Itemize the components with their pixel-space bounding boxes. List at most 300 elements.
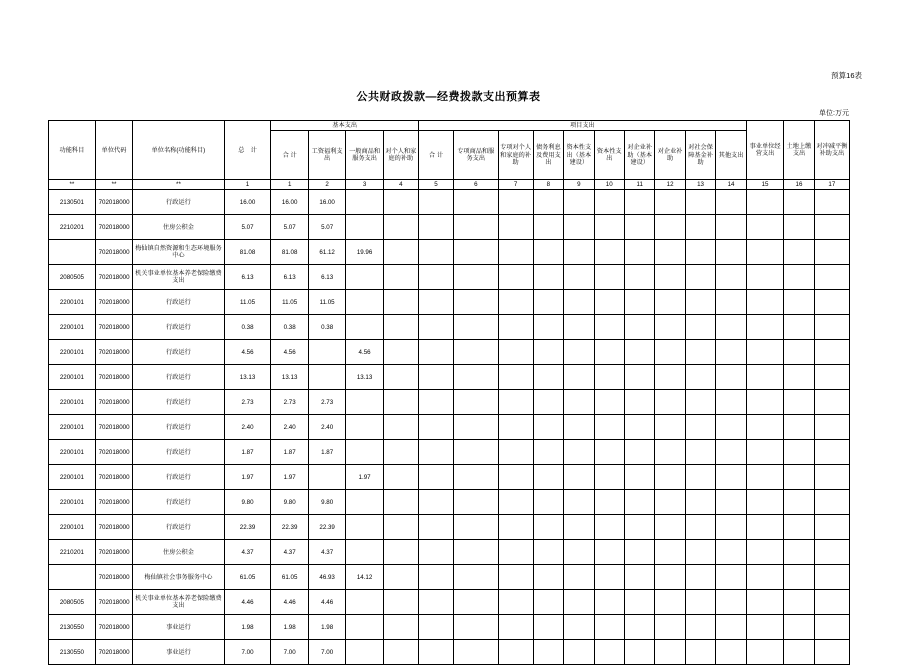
cell-b-goods	[346, 215, 383, 240]
cell-p-goods	[454, 440, 498, 465]
cell-business	[746, 390, 783, 415]
cell-total: 4.37	[224, 540, 271, 565]
cell-b-salary: 11.05	[308, 290, 345, 315]
cell-p-person	[498, 590, 533, 615]
cell-p-cap	[594, 265, 624, 290]
cell-b-salary: 16.00	[308, 190, 345, 215]
cell-unit-name: 行政运行	[133, 515, 224, 540]
cell-p-cap-basic	[564, 640, 594, 665]
cell-unit-name: 机关事业单位基本养老保险缴费支出	[133, 590, 224, 615]
th-balance: 对冲减平衡补助支出	[814, 121, 849, 180]
cell-b-goods	[346, 540, 383, 565]
cell-func-code: 2200101	[49, 340, 96, 365]
cell-b-total: 2.73	[271, 390, 308, 415]
cell-p-cap-basic	[564, 540, 594, 565]
cell-land	[784, 365, 814, 390]
cell-b-person	[383, 215, 418, 240]
cell-unit-code: 702018000	[95, 415, 132, 440]
cell-p-social	[685, 240, 715, 265]
table-row	[49, 290, 850, 315]
cell-b-goods	[346, 615, 383, 640]
cell-b-person	[383, 540, 418, 565]
cell-p-debt	[533, 590, 563, 615]
cell-p-goods	[454, 515, 498, 540]
cell-balance	[814, 515, 849, 540]
cell-land	[784, 590, 814, 615]
cell-func-code: 2130550	[49, 615, 96, 640]
cell-p-debt	[533, 265, 563, 290]
cell-balance	[814, 640, 849, 665]
cell-land	[784, 640, 814, 665]
cell-unit-name: 行政运行	[133, 190, 224, 215]
cell-p-other	[716, 440, 747, 465]
cell-b-goods: 19.96	[346, 240, 383, 265]
cell-land	[784, 240, 814, 265]
cell-unit-name: 行政运行	[133, 340, 224, 365]
cell-unit-code: 702018000	[95, 565, 132, 590]
table-row	[49, 515, 850, 540]
cell-business	[746, 515, 783, 540]
cell-func-code: 2200101	[49, 440, 96, 465]
cell-p-ent	[655, 565, 685, 590]
cell-p-other	[716, 390, 747, 415]
cell-p-cap-basic	[564, 465, 594, 490]
cell-p-cap-basic	[564, 615, 594, 640]
cell-func-code	[49, 565, 96, 590]
cell-total: 4.46	[224, 590, 271, 615]
table-row	[49, 315, 850, 340]
cell-func-code: 2130550	[49, 640, 96, 665]
cell-b-total: 9.80	[271, 490, 308, 515]
cell-total: 1.98	[224, 615, 271, 640]
cell-balance	[814, 490, 849, 515]
th-business: 事业单位经营支出	[746, 121, 783, 180]
cell-total: 11.05	[224, 290, 271, 315]
th-star-1: **	[49, 180, 96, 190]
cell-b-person	[383, 615, 418, 640]
cell-b-goods	[346, 440, 383, 465]
cell-b-goods	[346, 415, 383, 440]
cell-p-social	[685, 190, 715, 215]
cell-b-salary: 5.07	[308, 215, 345, 240]
th-num-9: 8	[533, 180, 563, 190]
cell-p-other	[716, 590, 747, 615]
cell-p-ent-basic	[624, 240, 654, 265]
th-num-16: 15	[746, 180, 783, 190]
cell-p-person	[498, 290, 533, 315]
cell-balance	[814, 390, 849, 415]
cell-balance	[814, 365, 849, 390]
cell-p-goods	[454, 190, 498, 215]
cell-p-ent	[655, 315, 685, 340]
cell-unit-code: 702018000	[95, 440, 132, 465]
cell-p-ent	[655, 290, 685, 315]
cell-b-person	[383, 365, 418, 390]
cell-balance	[814, 290, 849, 315]
th-proj-person: 专项对个人和家庭的补助	[498, 131, 533, 180]
cell-b-goods	[346, 265, 383, 290]
cell-b-total: 61.05	[271, 565, 308, 590]
cell-unit-name: 住房公积金	[133, 215, 224, 240]
cell-p-debt	[533, 390, 563, 415]
cell-p-other	[716, 290, 747, 315]
cell-p-total	[418, 640, 453, 665]
th-func-code: 功能科目	[49, 121, 96, 180]
th-proj-debt: 债务利息及费用支出	[533, 131, 563, 180]
table-row	[49, 565, 850, 590]
cell-p-goods	[454, 590, 498, 615]
cell-p-ent-basic	[624, 615, 654, 640]
cell-business	[746, 265, 783, 290]
cell-unit-code: 702018000	[95, 240, 132, 265]
cell-func-code: 2200101	[49, 365, 96, 390]
cell-land	[784, 315, 814, 340]
cell-p-ent-basic	[624, 540, 654, 565]
cell-balance	[814, 340, 849, 365]
cell-p-other	[716, 365, 747, 390]
th-num-17: 16	[784, 180, 814, 190]
cell-p-cap	[594, 240, 624, 265]
cell-b-salary: 2.73	[308, 390, 345, 415]
cell-land	[784, 265, 814, 290]
cell-p-cap	[594, 340, 624, 365]
cell-p-other	[716, 265, 747, 290]
cell-b-person	[383, 465, 418, 490]
cell-p-debt	[533, 490, 563, 515]
cell-total: 5.07	[224, 215, 271, 240]
cell-p-cap-basic	[564, 515, 594, 540]
cell-b-goods: 13.13	[346, 365, 383, 390]
cell-b-person	[383, 640, 418, 665]
cell-b-goods	[346, 315, 383, 340]
cell-unit-name: 行政运行	[133, 390, 224, 415]
cell-func-code: 2210201	[49, 540, 96, 565]
cell-unit-name: 行政运行	[133, 365, 224, 390]
th-basic-goods: 一般商品和服务支出	[346, 131, 383, 180]
page-title: 公共财政拨款—经费拨款支出预算表	[356, 91, 541, 103]
cell-p-total	[418, 240, 453, 265]
cell-total: 16.00	[224, 190, 271, 215]
cell-p-ent-basic	[624, 515, 654, 540]
cell-p-person	[498, 640, 533, 665]
cell-land	[784, 340, 814, 365]
cell-unit-name: 行政运行	[133, 465, 224, 490]
cell-p-cap-basic	[564, 215, 594, 240]
cell-unit-name: 梅仙镇社会事务服务中心	[133, 565, 224, 590]
cell-unit-name: 行政运行	[133, 315, 224, 340]
cell-p-cap	[594, 440, 624, 465]
cell-p-social	[685, 390, 715, 415]
cell-p-ent-basic	[624, 440, 654, 465]
cell-b-goods: 1.97	[346, 465, 383, 490]
cell-p-cap	[594, 215, 624, 240]
cell-balance	[814, 615, 849, 640]
cell-b-salary: 46.93	[308, 565, 345, 590]
cell-b-total: 4.37	[271, 540, 308, 565]
cell-p-social	[685, 415, 715, 440]
cell-p-person	[498, 365, 533, 390]
cell-b-goods	[346, 290, 383, 315]
cell-p-social	[685, 515, 715, 540]
table-row	[49, 540, 850, 565]
cell-b-salary: 1.98	[308, 615, 345, 640]
cell-p-other	[716, 415, 747, 440]
cell-balance	[814, 215, 849, 240]
cell-b-total: 7.00	[271, 640, 308, 665]
cell-unit-code: 702018000	[95, 590, 132, 615]
cell-total: 2.73	[224, 390, 271, 415]
cell-p-total	[418, 465, 453, 490]
cell-balance	[814, 190, 849, 215]
cell-p-ent-basic	[624, 465, 654, 490]
cell-func-code: 2200101	[49, 465, 96, 490]
cell-b-salary: 2.40	[308, 415, 345, 440]
cell-p-ent-basic	[624, 565, 654, 590]
cell-land	[784, 440, 814, 465]
cell-p-cap-basic	[564, 365, 594, 390]
cell-total: 9.80	[224, 490, 271, 515]
cell-p-goods	[454, 640, 498, 665]
header-row-group	[49, 121, 850, 131]
cell-p-goods	[454, 265, 498, 290]
cell-p-debt	[533, 465, 563, 490]
cell-total: 6.13	[224, 265, 271, 290]
cell-p-total	[418, 315, 453, 340]
cell-business	[746, 365, 783, 390]
cell-total: 61.05	[224, 565, 271, 590]
cell-p-other	[716, 540, 747, 565]
cell-p-cap-basic	[564, 440, 594, 465]
cell-b-goods	[346, 590, 383, 615]
cell-p-goods	[454, 365, 498, 390]
cell-balance	[814, 415, 849, 440]
cell-p-debt	[533, 190, 563, 215]
cell-land	[784, 515, 814, 540]
cell-business	[746, 640, 783, 665]
cell-p-goods	[454, 615, 498, 640]
cell-p-total	[418, 590, 453, 615]
cell-p-social	[685, 465, 715, 490]
th-num-6: 5	[418, 180, 453, 190]
th-proj-capital: 资本性支出	[594, 131, 624, 180]
cell-b-person	[383, 240, 418, 265]
cell-p-debt	[533, 215, 563, 240]
th-proj-goods: 专项商品和服务支出	[454, 131, 498, 180]
cell-p-debt	[533, 340, 563, 365]
th-group-basic: 基本支出	[271, 121, 418, 131]
cell-func-code: 2200101	[49, 515, 96, 540]
cell-p-social	[685, 340, 715, 365]
cell-p-debt	[533, 290, 563, 315]
cell-p-cap	[594, 190, 624, 215]
cell-p-debt	[533, 365, 563, 390]
table-row	[49, 240, 850, 265]
cell-business	[746, 290, 783, 315]
cell-p-total	[418, 565, 453, 590]
cell-balance	[814, 540, 849, 565]
cell-p-debt	[533, 240, 563, 265]
cell-unit-name: 机关事业单位基本养老保险缴费支出	[133, 265, 224, 290]
cell-b-person	[383, 390, 418, 415]
cell-p-person	[498, 390, 533, 415]
cell-p-debt	[533, 440, 563, 465]
header-row-numbers	[49, 180, 850, 190]
cell-p-person	[498, 515, 533, 540]
cell-p-debt	[533, 415, 563, 440]
cell-func-code: 2130501	[49, 190, 96, 215]
cell-b-salary: 4.46	[308, 590, 345, 615]
cell-p-ent-basic	[624, 215, 654, 240]
cell-p-person	[498, 265, 533, 290]
cell-p-cap	[594, 640, 624, 665]
cell-p-goods	[454, 215, 498, 240]
th-num-15: 14	[716, 180, 747, 190]
cell-b-salary: 7.00	[308, 640, 345, 665]
cell-unit-name: 事业运行	[133, 615, 224, 640]
th-num-14: 13	[685, 180, 715, 190]
cell-p-ent	[655, 415, 685, 440]
cell-b-person	[383, 315, 418, 340]
cell-p-social	[685, 615, 715, 640]
th-num-5: 4	[383, 180, 418, 190]
cell-land	[784, 540, 814, 565]
cell-unit-code: 702018000	[95, 465, 132, 490]
cell-p-goods	[454, 340, 498, 365]
cell-unit-code: 702018000	[95, 265, 132, 290]
cell-p-ent-basic	[624, 315, 654, 340]
th-basic-person: 对个人和家庭的补助	[383, 131, 418, 180]
table-row	[49, 465, 850, 490]
cell-p-cap-basic	[564, 565, 594, 590]
th-basic-total: 合 计	[271, 131, 308, 180]
cell-b-goods: 4.56	[346, 340, 383, 365]
cell-p-social	[685, 590, 715, 615]
cell-p-cap-basic	[564, 590, 594, 615]
cell-unit-name: 行政运行	[133, 490, 224, 515]
cell-p-cap	[594, 615, 624, 640]
cell-business	[746, 190, 783, 215]
cell-p-cap	[594, 290, 624, 315]
cell-p-total	[418, 265, 453, 290]
cell-p-person	[498, 215, 533, 240]
cell-unit-name: 行政运行	[133, 290, 224, 315]
cell-land	[784, 215, 814, 240]
cell-b-person	[383, 590, 418, 615]
cell-p-ent	[655, 240, 685, 265]
cell-b-person	[383, 290, 418, 315]
cell-b-total: 11.05	[271, 290, 308, 315]
cell-p-goods	[454, 415, 498, 440]
cell-b-goods	[346, 640, 383, 665]
cell-p-debt	[533, 565, 563, 590]
cell-p-cap-basic	[564, 290, 594, 315]
cell-func-code	[49, 240, 96, 265]
cell-land	[784, 390, 814, 415]
cell-p-goods	[454, 490, 498, 515]
cell-p-ent	[655, 465, 685, 490]
cell-p-ent	[655, 640, 685, 665]
th-total: 总 计	[224, 121, 271, 180]
cell-unit-code: 702018000	[95, 365, 132, 390]
cell-business	[746, 615, 783, 640]
cell-p-other	[716, 565, 747, 590]
cell-p-person	[498, 465, 533, 490]
cell-b-salary: 9.80	[308, 490, 345, 515]
cell-b-salary: 4.37	[308, 540, 345, 565]
th-star-3: **	[133, 180, 224, 190]
cell-p-total	[418, 440, 453, 465]
cell-func-code: 2200101	[49, 390, 96, 415]
cell-b-total: 4.56	[271, 340, 308, 365]
cell-p-cap	[594, 540, 624, 565]
cell-p-other	[716, 190, 747, 215]
cell-p-cap	[594, 390, 624, 415]
cell-land	[784, 565, 814, 590]
cell-p-other	[716, 315, 747, 340]
cell-p-debt	[533, 515, 563, 540]
th-num-8: 7	[498, 180, 533, 190]
cell-p-total	[418, 540, 453, 565]
budget-table	[48, 120, 850, 665]
cell-unit-name: 行政运行	[133, 440, 224, 465]
cell-b-goods	[346, 190, 383, 215]
cell-p-person	[498, 490, 533, 515]
cell-b-salary: 1.87	[308, 440, 345, 465]
cell-p-cap	[594, 415, 624, 440]
cell-unit-name: 事业运行	[133, 640, 224, 665]
cell-b-total: 1.87	[271, 440, 308, 465]
cell-b-total: 0.38	[271, 315, 308, 340]
cell-p-ent-basic	[624, 490, 654, 515]
cell-p-person	[498, 615, 533, 640]
cell-p-cap	[594, 490, 624, 515]
cell-b-salary	[308, 365, 345, 390]
cell-p-cap-basic	[564, 190, 594, 215]
cell-b-goods	[346, 515, 383, 540]
th-unit-name: 单位名称(功能科目)	[133, 121, 224, 180]
cell-func-code: 2200101	[49, 415, 96, 440]
cell-business	[746, 565, 783, 590]
table-row	[49, 415, 850, 440]
cell-total: 1.87	[224, 440, 271, 465]
th-proj-enterprise-basic: 对企业补助（基本建设）	[624, 131, 654, 180]
cell-p-other	[716, 240, 747, 265]
table-row	[49, 265, 850, 290]
cell-p-other	[716, 640, 747, 665]
cell-total: 0.38	[224, 315, 271, 340]
cell-b-salary: 22.39	[308, 515, 345, 540]
cell-unit-code: 702018000	[95, 490, 132, 515]
cell-p-person	[498, 240, 533, 265]
cell-total: 1.97	[224, 465, 271, 490]
cell-func-code: 2200101	[49, 490, 96, 515]
cell-p-ent	[655, 590, 685, 615]
cell-p-social	[685, 315, 715, 340]
cell-land	[784, 415, 814, 440]
cell-unit-name: 住房公积金	[133, 540, 224, 565]
cell-p-total	[418, 365, 453, 390]
cell-p-goods	[454, 240, 498, 265]
th-num-2: 1	[271, 180, 308, 190]
cell-p-cap-basic	[564, 490, 594, 515]
table-row	[49, 365, 850, 390]
cell-p-total	[418, 290, 453, 315]
th-num-12: 11	[624, 180, 654, 190]
cell-p-total	[418, 340, 453, 365]
th-star-2: **	[95, 180, 132, 190]
cell-total: 13.13	[224, 365, 271, 390]
cell-p-ent	[655, 365, 685, 390]
